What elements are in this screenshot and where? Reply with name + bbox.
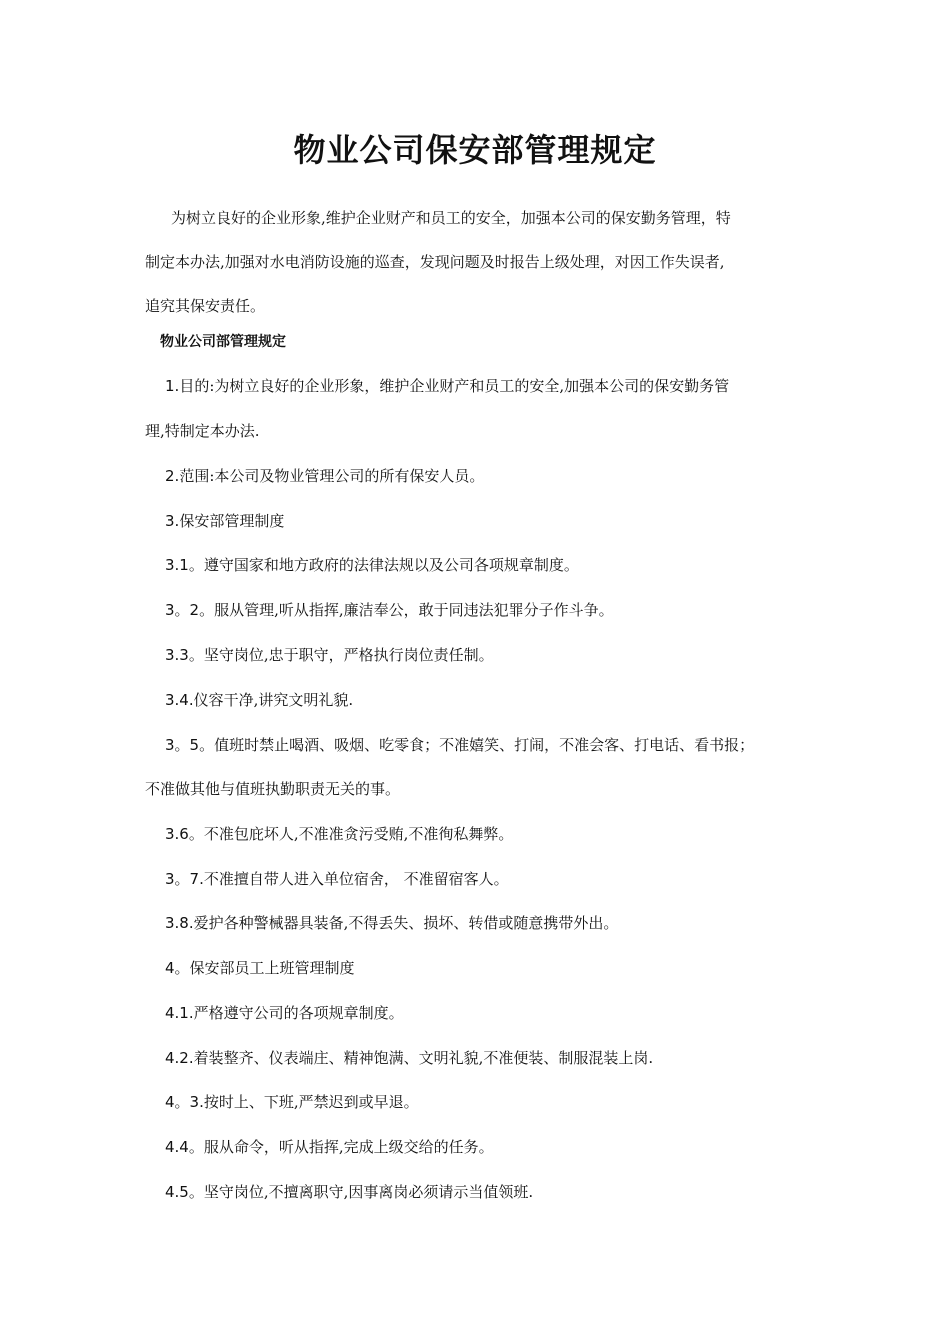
clause-number: 2. — [165, 467, 180, 485]
clause-number: 3.4. — [165, 691, 194, 709]
clause-text: 保安部管理制度 — [179, 512, 285, 530]
clause-item — [165, 372, 729, 400]
clause-text: 。值班时禁止喝酒、吸烟、吃零食；不准嬉笑、打闹，不准会客、打电话、看书报； — [199, 736, 755, 754]
clause-item — [165, 909, 618, 937]
clause-item — [165, 820, 513, 848]
clause-number: 3. — [165, 512, 180, 530]
clause-number: 3。5 — [165, 736, 200, 754]
section-subheading: 物业公司部管理规定 — [160, 334, 286, 350]
clause-text: 。服从命令，听从指挥,完成上级交给的任务。 — [188, 1138, 494, 1156]
clause-text: 。坚守岗位,忠于职守，严格执行岗位责任制。 — [188, 646, 494, 664]
clause-number: 3.1 — [165, 556, 189, 574]
clause-item — [165, 999, 404, 1027]
clause-item — [165, 507, 284, 535]
clause-item — [165, 1088, 419, 1116]
clause-text: 。遵守国家和地方政府的法律法规以及公司各项规章制度。 — [188, 556, 579, 574]
clause-text: 目的:为树立良好的企业形象，维护企业财产和员工的安全,加强本公司的保安勤务管 — [179, 377, 730, 395]
clause-item — [165, 731, 754, 759]
clause-number: 4.2. — [165, 1049, 194, 1067]
clause-text: 理,特制定本办法. — [145, 422, 260, 440]
document-title: 物业公司保安部管理规定 — [293, 131, 657, 169]
intro-line: 制定本办法,加强对水电消防设施的巡查，发现问题及时报告上级处理，对因工作失误者, — [145, 253, 725, 271]
clause-text: 。不准包庇坏人,不准准贪污受贿,不准徇私舞弊。 — [188, 825, 514, 843]
clause-item — [165, 596, 614, 624]
clause-text: 着装整齐、仪表端庄、精神饱满、文明礼貌,不准便装、制服混装上岗. — [193, 1049, 654, 1067]
clause-number: 3.8. — [165, 914, 194, 932]
intro-paragraph — [145, 196, 825, 328]
clause-text: 。服从管理,听从指挥,廉洁奉公，敢于同违法犯罪分子作斗争。 — [199, 601, 614, 619]
clause-item — [165, 686, 353, 714]
clause-number: 3.3 — [165, 646, 189, 664]
clause-text: 严格遵守公司的各项规章制度。 — [193, 1004, 404, 1022]
clause-item — [165, 551, 579, 579]
clause-text: 不准擅自带人进入单位宿舍， 不准留宿客人。 — [203, 870, 509, 888]
clause-item — [145, 417, 260, 445]
clause-number: 3。2 — [165, 601, 200, 619]
intro-line: 为树立良好的企业形象,维护企业财产和员工的安全，加强本公司的保安勤务管理，特 — [171, 209, 731, 227]
clause-text: 仪容干净,讲究文明礼貌. — [193, 691, 354, 709]
clause-number: 1. — [165, 377, 180, 395]
clause-item — [165, 865, 509, 893]
clause-item — [165, 954, 355, 982]
clause-item — [165, 1044, 653, 1072]
intro-line: 追究其保安责任。 — [145, 297, 266, 315]
clause-text: 不准做其他与值班执勤职责无关的事。 — [145, 780, 401, 798]
clause-number: 3。7. — [165, 870, 204, 888]
clause-item — [165, 1133, 494, 1161]
clause-item — [165, 1178, 533, 1206]
clause-number: 4.1. — [165, 1004, 194, 1022]
clause-number: 3.6 — [165, 825, 189, 843]
clause-number: 4.5 — [165, 1183, 189, 1201]
clause-text: 按时上、下班,严禁迟到或早退。 — [203, 1093, 419, 1111]
clause-text: 。保安部员工上班管理制度 — [174, 959, 355, 977]
clause-text: 。坚守岗位,不擅离职守,因事离岗必须请示当值领班. — [188, 1183, 534, 1201]
clause-item — [165, 641, 494, 669]
clause-item — [145, 775, 400, 803]
clause-number: 4。3. — [165, 1093, 204, 1111]
clause-item — [165, 462, 484, 490]
clause-number: 4 — [165, 959, 175, 977]
clause-text: 范围:本公司及物业管理公司的所有保安人员。 — [179, 467, 485, 485]
clause-number: 4.4 — [165, 1138, 189, 1156]
clause-text: 爱护各种警械器具装备,不得丢失、损坏、转借或随意携带外出。 — [193, 914, 619, 932]
